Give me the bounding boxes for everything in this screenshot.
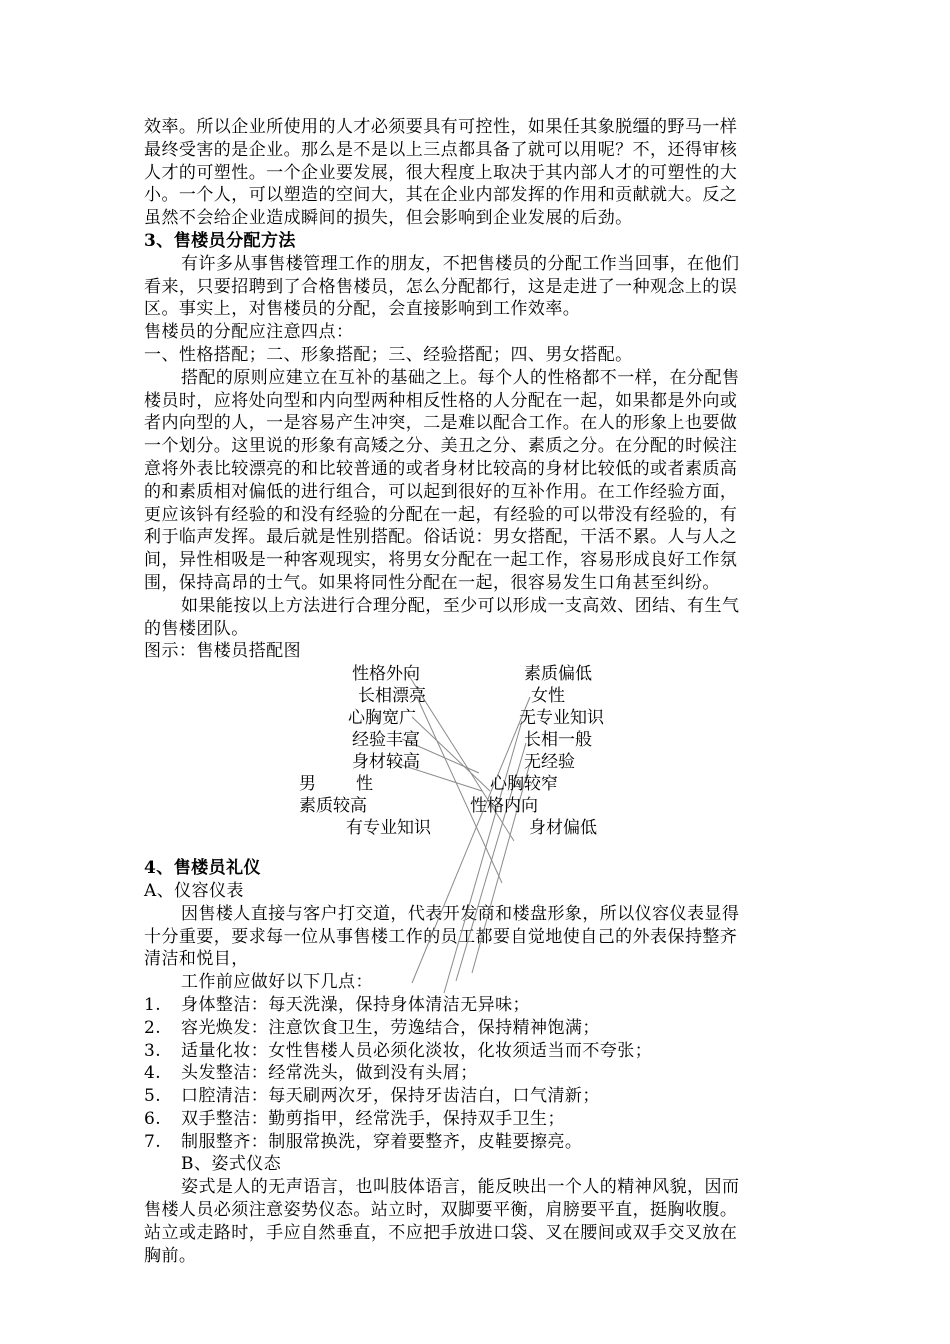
list-item — [144, 1017, 808, 1040]
diagram-right-label: 身材偏低 — [529, 818, 597, 839]
text-line: 因售楼人直接与客户打交道，代表开发商和楼盘形象，所以仪容仪表显得 — [181, 903, 740, 924]
diagram-right-label: 无专业知识 — [519, 708, 604, 729]
text-line: 围，保持高昂的士气。如果将同性分配在一起，很容易发生口角甚至纠纷。 — [144, 572, 720, 593]
connector-line — [412, 697, 530, 983]
text-line: 人才的可塑性。一个企业要发展，很大程度上取决于其内部人才的可塑性的大 — [144, 162, 738, 183]
list-text: 身体整洁：每天洗澡，保持身体清洁无异味； — [181, 994, 530, 1015]
diagram-male-label: 性 — [356, 774, 373, 795]
list-number: 2. — [144, 1017, 162, 1038]
section-4-heading: 4、售楼员礼仪 — [144, 858, 261, 879]
text-line: 利于临声发挥。最后就是性别搭配。俗话说：男女搭配，干活不累。人与人之 — [144, 527, 738, 548]
diagram-left-label: 有专业知识 — [346, 818, 431, 839]
text-line: 胸前。 — [144, 1245, 197, 1266]
list-number: 6. — [144, 1108, 162, 1129]
text-line: 虽然不会给企业造成瞬间的损失，但会影响到企业发展的后劲。 — [144, 208, 633, 229]
text-line: 姿式是人的无声语言，也叫肢体语言，能反映出一个人的精神风貌，因而 — [181, 1177, 740, 1198]
pairing-diagram — [144, 663, 808, 857]
diagram-right-label: 长相一般 — [524, 730, 592, 751]
text-line: 站立或走路时，手应自然垂直，不应把手放进口袋、叉在腰间或双手交叉放在 — [144, 1222, 738, 1243]
list-number: 4. — [144, 1063, 162, 1084]
text-line: 的售楼团队。 — [144, 618, 249, 639]
list-item — [144, 1040, 808, 1063]
diagram-right-label: 女性 — [531, 686, 565, 707]
text-line: 如果能按以上方法进行合理分配，至少可以形成一支高效、团结、有生气 — [181, 595, 740, 616]
points-line: 一、性格搭配；二、形象搭配；三、经验搭配；四、男女搭配。 — [144, 344, 633, 365]
text-line: 者内向型的人，一是容易产生冲突，二是难以配合工作。在人的形象上也要做 — [144, 413, 738, 434]
list-number: 5. — [144, 1086, 162, 1107]
diagram-right-label: 心胸较窄 — [490, 774, 558, 795]
list-item — [144, 1085, 808, 1108]
list-number: 1. — [144, 994, 162, 1015]
diagram-left-label: 经验丰富 — [352, 730, 420, 751]
list-text: 容光焕发：注意饮食卫生，劳逸结合，保持精神饱满； — [181, 1017, 600, 1038]
text-line: 有许多从事售楼管理工作的朋友，不把售楼员的分配工作当回事，在他们 — [181, 253, 740, 274]
prep-line: 工作前应做好以下几点： — [181, 972, 373, 993]
list-number: 7. — [144, 1131, 162, 1152]
diagram-left-label: 性格外向 — [352, 664, 420, 685]
section-3-heading: 3、售楼员分配方法 — [144, 230, 296, 251]
section-3-paragraph-3 — [144, 595, 808, 641]
document-page — [144, 116, 808, 1267]
section-3-paragraph-2 — [144, 367, 808, 595]
diagram-left-label: 身材较高 — [352, 752, 420, 773]
numbered-list — [144, 994, 808, 1154]
intro-paragraph — [144, 116, 808, 230]
text-line: 效率。所以企业所使用的人才必须要具有可控性，如果任其象脱缰的野马一样 — [144, 117, 738, 137]
text-line: 小。一个人，可以塑造的空间大，其在企业内部发挥的作用和贡献就大。反之 — [144, 185, 738, 206]
connector-line — [444, 721, 522, 993]
diagram-male-label: 男 — [299, 774, 316, 795]
subheading-b: B、姿式仪态 — [181, 1154, 282, 1175]
diagram-left-label: 心胸宽广 — [348, 708, 416, 729]
section-4-paragraph-2 — [144, 1176, 808, 1267]
list-item — [144, 1108, 808, 1131]
list-number: 3. — [144, 1040, 162, 1061]
text-line: 清洁和悦目， — [144, 949, 249, 970]
text-line: 更应该钭有经验的和没有经验的分配在一起，有经验的可以带没有经验的，有 — [144, 504, 738, 525]
text-line: 搭配的原则应建立在互补的基础之上。每个人的性格都不一样，在分配售 — [181, 367, 740, 388]
list-text: 双手整洁：勤剪指甲，经常洗手，保持双手卫生； — [181, 1108, 565, 1129]
list-item — [144, 1062, 808, 1085]
text-line: 的和素质相对偏低的进行组合，可以起到很好的互补作用。在工作经验方面， — [144, 481, 738, 502]
diagram-right-label: 素质偏低 — [524, 664, 592, 685]
text-line: 间，异性相吸是一种客观现实，将男女分配在一起工作，容易形成良好工作氛 — [144, 550, 738, 571]
list-item — [144, 1131, 808, 1154]
text-line: 十分重要，要求每一位从事售楼工作的员工都要自觉地使自己的外表保持整齐 — [144, 926, 738, 947]
text-line: 售楼人员必须注意姿势仪态。站立时，双脚要平衡，肩膀要平直，挺胸收腹。 — [144, 1200, 738, 1221]
subheading-a: A、仪容仪表 — [144, 880, 244, 901]
diagram-right-label: 性格内向 — [470, 796, 538, 817]
text-line: 最终受害的是企业。那么是不是以上三点都具备了就可以用呢？不，还得审核 — [144, 139, 738, 160]
list-text: 制服整齐：制服常换洗，穿着要整齐，皮鞋要擦亮。 — [181, 1131, 583, 1152]
note-line: 售楼员的分配应注意四点： — [144, 322, 354, 343]
diagram-left-label: 素质较高 — [299, 796, 367, 817]
diagram-right-label: 无经验 — [524, 752, 575, 773]
text-line: 意将外表比较漂亮的和比较普通的或者身材比较高的身材比较低的或者素质高 — [144, 458, 738, 479]
figure-caption: 图示：售楼员搭配图 — [144, 641, 302, 662]
list-text: 口腔清洁：每天刷两次牙，保持牙齿洁白，口气清新； — [181, 1086, 600, 1107]
text-line: 看来，只要招聘到了合格售楼员，怎么分配都行，这是走进了一种观念上的误 — [144, 276, 738, 297]
list-text: 头发整洁：经常洗头，做到没有头屑； — [181, 1063, 478, 1084]
connector-line — [412, 717, 490, 791]
list-text: 适量化妆：女性售楼人员必须化淡妆，化妆须适当而不夸张； — [181, 1040, 653, 1061]
text-line: 区。事实上，对售楼员的分配，会直接影响到工作效率。 — [144, 299, 581, 320]
text-line: 楼员时，应将处向型和内向型两种相反性格的人分配在一起，如果都是外向或 — [144, 390, 738, 411]
section-3-paragraph-1 — [144, 253, 808, 321]
text-line: 一个划分。这里说的形象有高矮之分、美丑之分、素质之分。在分配的时候注 — [144, 436, 738, 457]
diagram-lines — [144, 663, 808, 1003]
diagram-left-label: 长相漂亮 — [358, 686, 426, 707]
